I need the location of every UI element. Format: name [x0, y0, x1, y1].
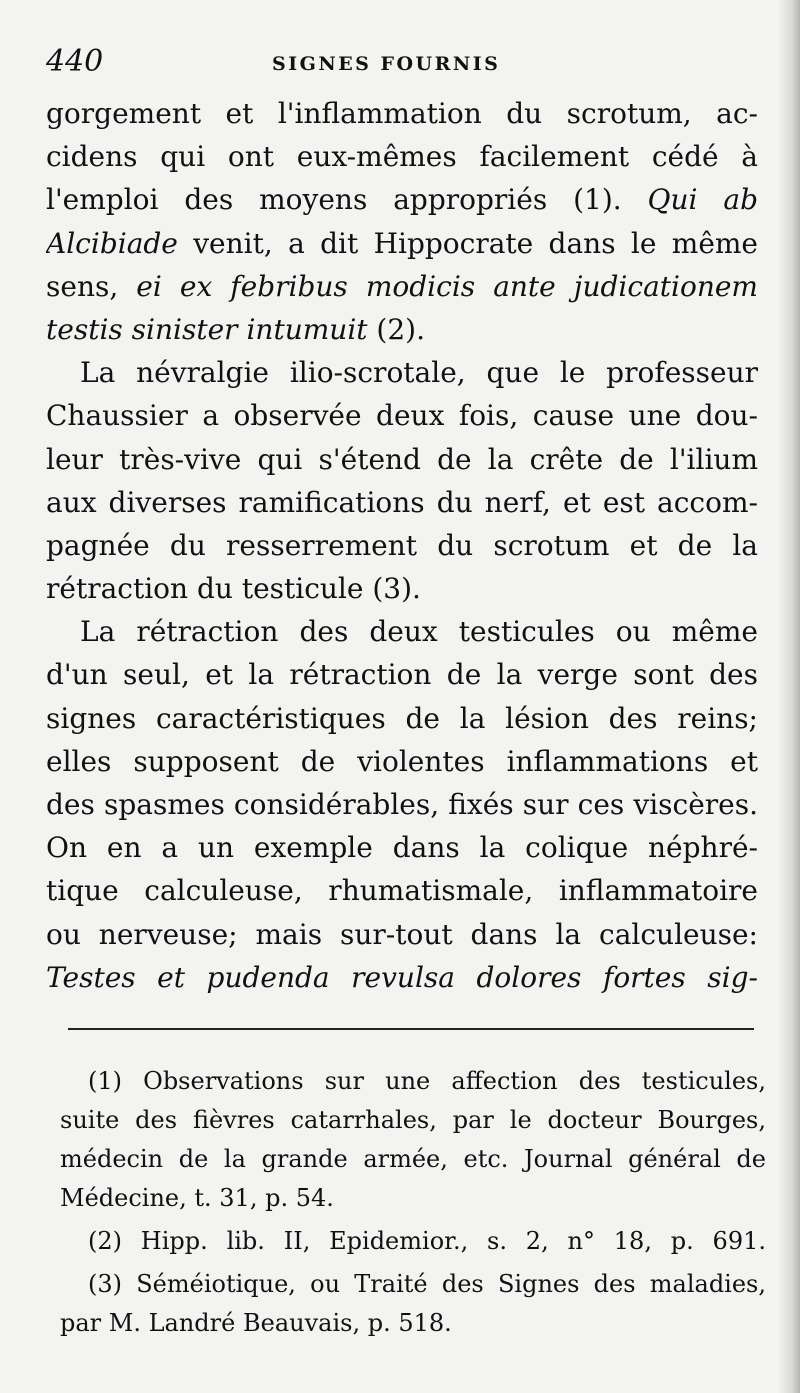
- footnotes: [60, 1062, 766, 1343]
- text-line: La névralgie ilio-scrotale, que le professeur: [80, 356, 758, 390]
- italic-span: testis sinister intumuit: [46, 312, 368, 346]
- text-line: [46, 308, 758, 351]
- text-line: Testes et pudenda revulsa dolores fortes sig-: [46, 960, 758, 994]
- running-head: SIGNES FOURNIS: [272, 53, 501, 75]
- text-span: l'emploi des moyens appropriés (1).: [46, 183, 648, 217]
- text-line: ou nerveuse; mais sur-tout dans la calculeuse:: [46, 917, 758, 951]
- body-text: [46, 92, 758, 999]
- text-line: [46, 178, 758, 221]
- text-line: aux diverses ramifications du nerf, et est accom-: [46, 485, 758, 519]
- text-line: rétraction du testicule (3).: [46, 572, 421, 606]
- text-span: venit, a dit Hippocrate dans le même: [193, 226, 758, 260]
- footnote-line: suite des fièvres catarrhales, par le docteur Bourges,: [60, 1106, 766, 1134]
- footnote-rule: [68, 1028, 754, 1030]
- text-line: cidens qui ont eux-mêmes facilement cédé à: [46, 140, 758, 174]
- italic-span: Alcibiade: [46, 226, 194, 260]
- text-line: [46, 222, 758, 265]
- text-span: sens,: [46, 269, 137, 303]
- page-header: [46, 44, 756, 84]
- text-line: pagnée du resserrement du scrotum et de la: [46, 528, 758, 562]
- text-line: elles supposent de violentes inflammations et: [46, 744, 758, 778]
- text-span: (2).: [367, 312, 425, 346]
- text-line: leur très-vive qui s'étend de la crête de l'ilium: [46, 442, 758, 476]
- footnote-line: Médecine, t. 31, p. 54.: [60, 1184, 334, 1212]
- text-line: La rétraction des deux testicules ou même: [80, 615, 758, 649]
- footnote-line: (2) Hipp. lib. II, Epidemior., s. 2, n° 18, p. 691.: [88, 1227, 766, 1255]
- italic-span: Qui ab: [647, 183, 758, 217]
- text-line: des spasmes considérables, fixés sur ces viscères.: [46, 788, 758, 821]
- text-line: Chaussier a observée deux fois, cause une dou-: [46, 399, 758, 433]
- text-line: signes caractéristiques de la lésion des reins;: [46, 701, 758, 735]
- text-line: [46, 265, 758, 308]
- footnote-line: (3) Séméiotique, ou Traité des Signes des maladies,: [88, 1270, 766, 1298]
- page-edge-shadow: [778, 0, 800, 1393]
- page-number: 440: [46, 44, 104, 79]
- footnote-line: (1) Observations sur une affection des testicules,: [88, 1067, 766, 1095]
- footnote-line: médecin de la grande armée, etc. Journal général de: [60, 1145, 766, 1173]
- text-line: tique calculeuse, rhumatismale, inflammatoire: [46, 874, 758, 908]
- text-line: d'un seul, et la rétraction de la verge sont des: [46, 658, 758, 692]
- footnote-line: par M. Landré Beauvais, p. 518.: [60, 1309, 452, 1337]
- text-line: gorgement et l'inflammation du scrotum, ac-: [46, 97, 758, 130]
- italic-span: ei ex febribus modicis ante judicationem: [136, 269, 758, 303]
- text-line: On en a un exemple dans la colique néphré-: [46, 831, 758, 865]
